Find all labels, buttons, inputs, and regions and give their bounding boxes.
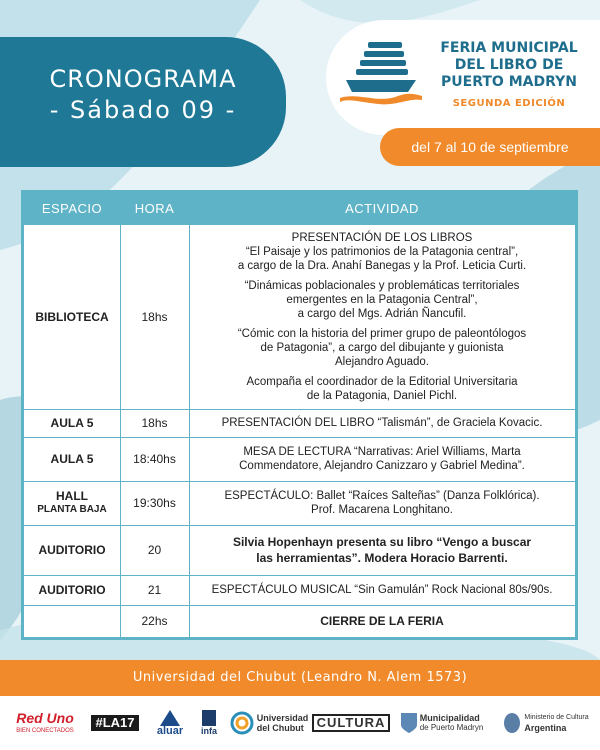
red-uno-text: Red Uno: [16, 709, 74, 726]
row-1-activity-line: emergentes en la Patagonia Central”,: [286, 294, 478, 306]
udc-text-line: Universidad: [256, 713, 309, 723]
cultura-logo: [318, 706, 384, 740]
header-actividad: ACTIVIDAD: [189, 193, 575, 225]
red-uno-subtext: BIEN CONECTADOS: [16, 727, 74, 734]
cultura-text: CULTURA: [312, 714, 391, 732]
row-divider: [24, 437, 575, 438]
row-2-time: 18hs: [141, 416, 168, 430]
header-hora: HORA: [120, 193, 189, 225]
fair-name-line-3: PUERTO MADRYN: [441, 74, 577, 90]
fair-name: [424, 40, 594, 112]
column-divider: [189, 193, 190, 637]
municipal-shield-icon: [401, 713, 417, 733]
schedule-table: [21, 190, 578, 640]
infa-mark-icon: [202, 710, 216, 726]
row-3-activity-line: MESA DE LECTURA “Narrativas: Ariel Williams, Marta: [243, 446, 521, 458]
udc-logo: [226, 706, 312, 740]
row-6-space: AUDITORIO: [38, 583, 106, 597]
column-divider: [120, 193, 121, 637]
row-2-activity: PRESENTACIÓN DEL LIBRO “Talismán”, de Graciela Kovacic.: [221, 417, 543, 429]
la17-logo: [88, 706, 142, 740]
row-3-activity: [189, 437, 575, 481]
row-1-activity-line: Acompaña el coordinador de la Editorial Universitaria: [246, 376, 518, 388]
aluar-logo: [150, 706, 190, 740]
row-4-space-line: HALL: [56, 489, 88, 503]
dates-badge: del 7 al 10 de septiembre: [380, 128, 600, 166]
ministerio-text: [524, 713, 588, 733]
national-seal-icon: [503, 712, 521, 734]
row-1-activity-line: a cargo del Mgs. Adrián Ñancufil.: [297, 308, 467, 320]
row-divider: [24, 525, 575, 526]
row-1-space: BIBLIOTECA: [35, 310, 109, 324]
municipalidad-text-line: de Puerto Madryn: [419, 723, 484, 732]
row-3-space: AULA 5: [50, 452, 94, 466]
schedule-day: - Sábado 09 -: [49, 96, 237, 124]
fair-name-line-1: FERIA MUNICIPAL: [440, 40, 578, 56]
row-1-activity-line: “El Paisaje y los patrimonios de la Patagonia central”,: [245, 246, 519, 258]
row-5-activity-line: las herramientas”. Modera Horacio Barrenti.: [256, 551, 508, 565]
edition-label: SEGUNDA EDICIÓN: [452, 98, 566, 109]
row-1-activity-line: a cargo de la Dra. Anahí Banegas y la Prof. Leticia Curti.: [237, 260, 527, 272]
sponsor-logos: [0, 696, 600, 750]
udc-text: [257, 713, 309, 733]
row-1-time: 18hs: [141, 310, 168, 324]
ministerio-logo: [496, 706, 596, 740]
schedule-title-banner: [0, 37, 286, 167]
row-1-activity-line: “Dinámicas poblacionales y problemáticas territoriales: [244, 280, 520, 292]
row-divider: [24, 409, 575, 410]
municipalidad-text-line: Municipalidad: [419, 713, 480, 723]
row-5-time: 20: [147, 543, 162, 557]
municipalidad-logo: [394, 706, 490, 740]
row-4-space: [24, 481, 120, 525]
row-1-activity: [189, 225, 575, 409]
ministerio-text-line: Argentina: [524, 723, 567, 733]
la17-text: #LA17: [91, 715, 138, 731]
row-1-activity-line: “Cómic con la historia del primer grupo de paleontólogos: [237, 328, 527, 340]
row-divider: [24, 481, 575, 482]
row-divider: [24, 605, 575, 606]
row-5-activity-line: Silvia Hopenhayn presenta su libro “Vengo a buscar: [232, 535, 532, 549]
row-1-activity-line: de la Patagonia, Daniel Pichl.: [306, 390, 458, 402]
fair-logo-card: [326, 20, 600, 135]
udc-text-line: del Chubut: [256, 723, 304, 733]
row-4-space-line: PLANTA BAJA: [37, 504, 107, 515]
infa-text: infa: [200, 726, 217, 736]
row-3-time: 18:40hs: [133, 452, 176, 466]
row-7-activity: CIERRE DE LA FERIA: [320, 614, 444, 628]
sailing-ship-icon: [338, 34, 424, 108]
schedule-title: CRONOGRAMA: [49, 65, 237, 93]
row-divider: [24, 575, 575, 576]
row-4-activity-line: Prof. Macarena Longhitano.: [311, 504, 453, 516]
municipalidad-text: [420, 713, 484, 733]
row-3-activity-line: Commendatore, Alejandro Canizzaro y Gabriel Medina”.: [239, 460, 525, 472]
venue-bar: Universidad del Chubut (Leandro N. Alem 1573): [0, 660, 600, 696]
row-1-activity-line: de Patagonia”, a cargo del dibujante y guionista: [260, 342, 504, 354]
aluar-mark-icon: [160, 710, 180, 726]
row-4-time: 19:30hs: [133, 496, 176, 510]
row-2-space: AULA 5: [50, 416, 94, 430]
row-5-activity: [189, 525, 575, 575]
infa-logo: [194, 706, 224, 740]
row-4-activity: [189, 481, 575, 525]
row-6-time: 21: [147, 583, 162, 597]
header-espacio: ESPACIO: [24, 193, 120, 225]
row-1-activity-line: PRESENTACIÓN DE LOS LIBROS: [291, 232, 473, 244]
row-7-space: [24, 605, 120, 637]
row-7-time: 22hs: [141, 614, 168, 628]
red-uno-logo: [12, 706, 78, 740]
aluar-text: aluar: [156, 725, 184, 737]
ministerio-text-line: Ministerio de Cultura: [524, 714, 589, 721]
row-1-activity-line: Alejandro Aguado.: [335, 356, 429, 368]
row-4-activity-line: ESPECTÁCULO: Ballet “Raíces Salteñas” (Danza Folklórica).: [224, 490, 540, 502]
udc-ring-icon: [230, 711, 254, 735]
row-5-space: AUDITORIO: [38, 543, 106, 557]
row-6-activity: ESPECTÁCULO MUSICAL “Sin Gamulán” Rock Nacional 80s/90s.: [211, 584, 553, 596]
fair-name-line-2: DEL LIBRO DE: [454, 57, 564, 73]
